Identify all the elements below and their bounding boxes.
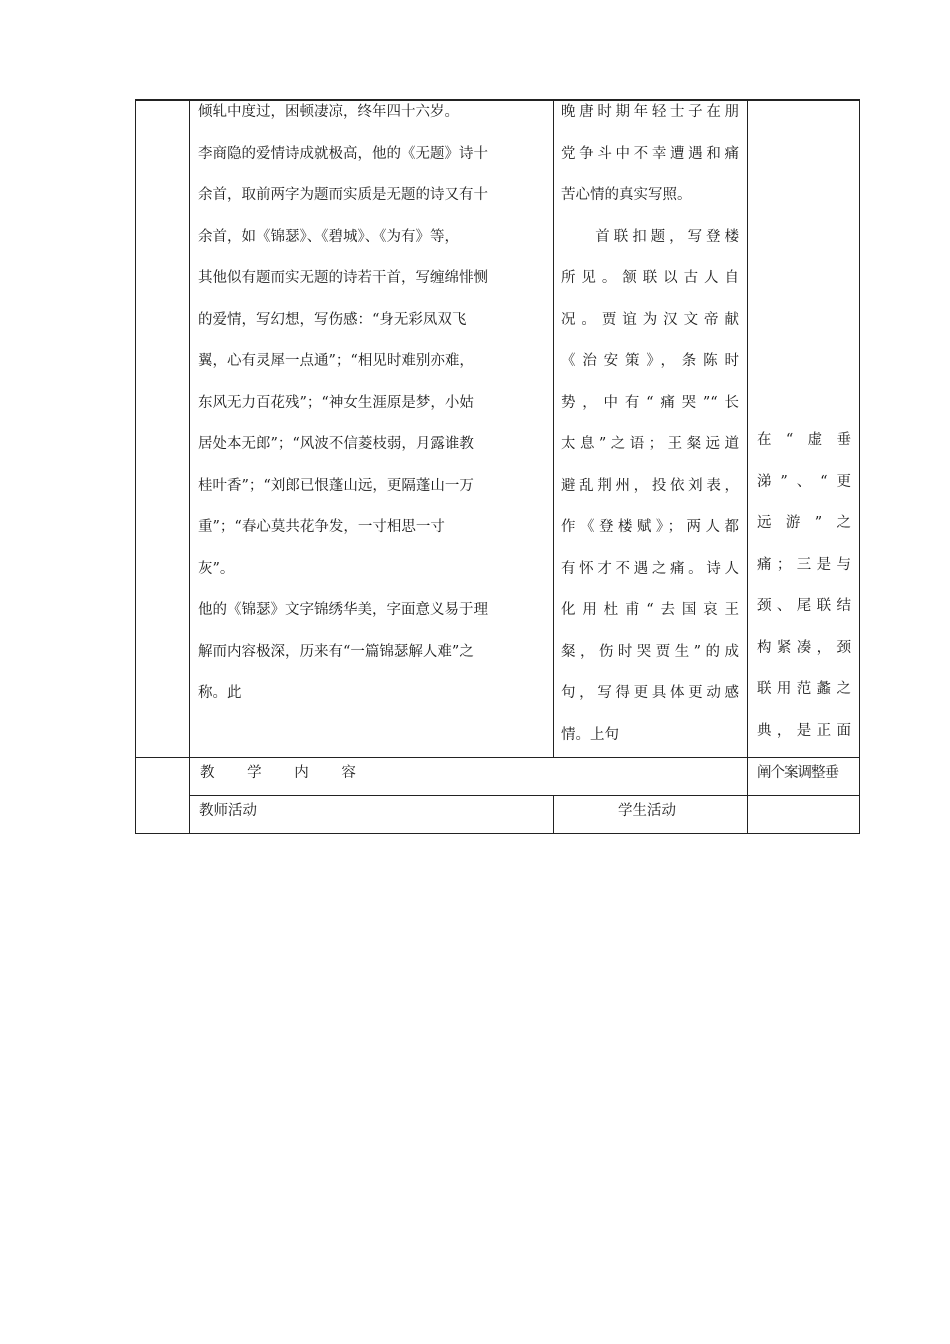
teacher-line: 灰”。	[198, 560, 235, 577]
teacher-line: 翼，心有灵犀一点通”；“相见时难别亦难，	[198, 353, 474, 369]
table-bottom-border	[135, 833, 860, 834]
note-line: 构紧凑，颈	[757, 639, 851, 656]
note-line: 颈、尾联结	[757, 598, 851, 614]
student-line: 粲，伤时哭贾生”的成	[561, 643, 739, 660]
student-line: 晚唐时期年轻士子在朋	[561, 104, 739, 120]
teacher-line: 他的《锦瑟》文字锦绣华美，字面意义易于理	[198, 602, 488, 618]
teacher-line: 称。此	[198, 685, 242, 701]
row-divider-2	[189, 795, 860, 796]
teacher-line: 余首，取前两字为题而实质是无题的诗又有十	[198, 187, 488, 203]
student-line: 苦心情的真实写照。	[561, 187, 692, 203]
row-divider-1	[135, 757, 860, 758]
teacher-activity-header: 教师活动	[199, 803, 257, 819]
teacher-line: 东风无力百花残”；“神女生涯原是梦，小姑	[198, 394, 474, 411]
column-divider-3	[747, 99, 748, 834]
student-line: 党争斗中不幸遭遇和痛	[561, 145, 739, 162]
note-line: 典，是正面	[757, 722, 851, 739]
note-line: 在“虚垂	[757, 432, 851, 448]
student-line: 情。上句	[561, 726, 619, 743]
teacher-line: 其他似有题而实无题的诗若干首，写缠绵悱恻	[198, 270, 488, 286]
note-line: 远游”之	[757, 515, 851, 531]
teacher-line: 的爱情，写幻想，写伤感：“身无彩凤双飞	[198, 311, 467, 328]
teacher-line: 倾轧中度过，困顿凄凉，终年四十六岁。	[198, 104, 459, 120]
student-line: 太息”之语；王粲远道	[561, 436, 739, 452]
student-line: 况。贾谊为汉文帝献	[561, 311, 739, 328]
note-line: 痛；三是与	[757, 556, 851, 573]
design-note-content	[757, 420, 851, 752]
student-line: 势，中有“痛哭”“长	[561, 394, 739, 411]
column-divider-2	[553, 99, 554, 757]
student-line: 作《登楼赋》；两人都	[561, 519, 739, 535]
student-line: 《治安策》，条陈时	[561, 353, 739, 369]
teacher-line: 居处本无郎”；“风波不信菱枝弱，月露谁教	[198, 436, 474, 452]
student-line: 化用杜甫“去国哀王	[561, 602, 739, 618]
note-overflow-label: 阐个案调整垂	[757, 765, 838, 781]
column-divider-1	[189, 99, 190, 834]
table-border-left	[135, 99, 136, 834]
student-line: 有怀才不遇之痛。诗人	[561, 560, 739, 577]
column-divider-2-lower	[553, 795, 554, 834]
teacher-line: 李商隐的爱情诗成就极高，他的《无题》诗十	[198, 145, 488, 162]
teacher-activity-content	[198, 92, 538, 715]
student-line: 句，写得更具体更动感	[561, 685, 739, 701]
table-border-right	[859, 99, 860, 834]
teacher-line: 余首，如《锦瑟》、《碧城》、《为有》等，	[198, 228, 459, 245]
student-line: 所见。颔联以古人自	[561, 270, 739, 286]
student-activity-header: 学生活动	[618, 803, 676, 819]
student-activity-content	[561, 92, 739, 756]
content-header-label: 教 学 内 容	[200, 765, 370, 781]
teacher-line: 解而内容极深，历来有“一篇锦瑟解人难”之	[198, 643, 474, 660]
teacher-line: 重”；“春心莫共花争发，一寸相思一寸	[198, 519, 445, 535]
teacher-line: 桂叶香”；“刘郎已恨蓬山远，更隔蓬山一万	[198, 477, 474, 494]
student-line: 首联扣题，写登楼	[561, 228, 740, 245]
note-line: 联用范蠡之	[757, 681, 851, 697]
student-line: 避乱荆州，投依刘表，	[561, 477, 739, 494]
note-line: 涕”、“更	[757, 473, 851, 490]
